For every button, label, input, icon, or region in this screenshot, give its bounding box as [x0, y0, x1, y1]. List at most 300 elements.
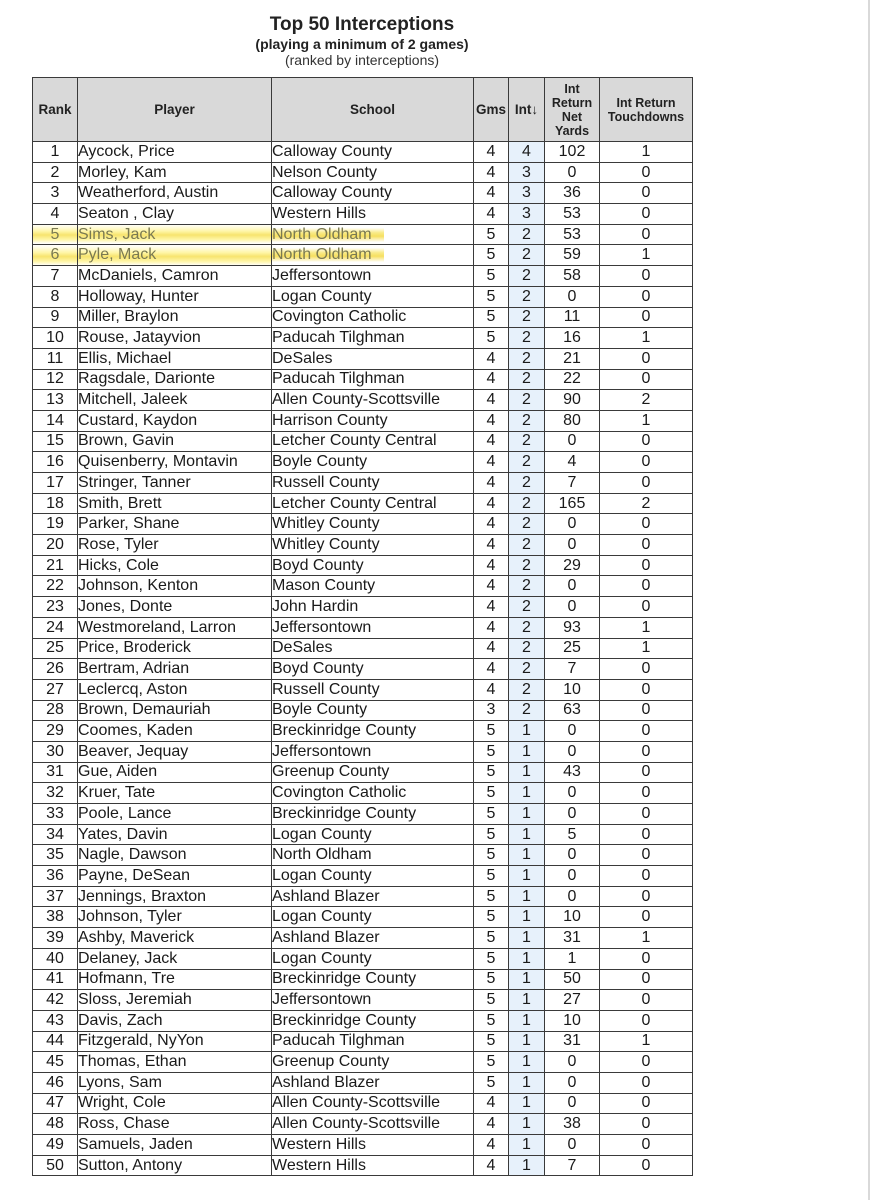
- table-row: [33, 659, 693, 680]
- games-cell: 5: [474, 907, 509, 928]
- rank-cell: 40: [33, 948, 78, 969]
- table-row: [33, 390, 693, 411]
- return-touchdowns-cell: 0: [600, 452, 693, 473]
- return-yards-cell: 63: [545, 700, 600, 721]
- table-row: [33, 452, 693, 473]
- return-touchdowns-cell: 1: [600, 638, 693, 659]
- interceptions-cell: 2: [509, 452, 545, 473]
- rank-cell: 45: [33, 1052, 78, 1073]
- player-name-cell: Price, Broderick: [78, 638, 272, 659]
- games-cell: 4: [474, 410, 509, 431]
- school-cell: Calloway County: [272, 183, 474, 204]
- school-cell: Boyle County: [272, 700, 474, 721]
- table-row: [33, 990, 693, 1011]
- school-cell: [272, 224, 474, 245]
- rank-cell: 37: [33, 886, 78, 907]
- rank-cell: 11: [33, 348, 78, 369]
- rank-cell: 18: [33, 493, 78, 514]
- table-row: [33, 783, 693, 804]
- school-cell: Logan County: [272, 907, 474, 928]
- return-yards-cell: 22: [545, 369, 600, 390]
- table-row: [33, 928, 693, 949]
- interceptions-cell: 2: [509, 286, 545, 307]
- return-touchdowns-cell: 0: [600, 514, 693, 535]
- interceptions-cell: 1: [509, 866, 545, 887]
- rank-cell: 33: [33, 804, 78, 825]
- school-cell: Whitley County: [272, 535, 474, 556]
- school-cell: Boyle County: [272, 452, 474, 473]
- games-cell: 5: [474, 824, 509, 845]
- games-column-header[interactable]: Gms: [474, 78, 509, 142]
- school-cell: DeSales: [272, 638, 474, 659]
- interceptions-cell: 1: [509, 783, 545, 804]
- return-touchdowns-cell: 0: [600, 990, 693, 1011]
- return-touchdowns-cell: 0: [600, 659, 693, 680]
- rank-cell: 36: [33, 866, 78, 887]
- interceptions-cell: 2: [509, 617, 545, 638]
- school-cell: Breckinridge County: [272, 969, 474, 990]
- return-yards-cell: 27: [545, 990, 600, 1011]
- player-name-cell: Poole, Lance: [78, 804, 272, 825]
- interceptions-cell: 2: [509, 369, 545, 390]
- interceptions-cell: 2: [509, 328, 545, 349]
- interceptions-cell: 1: [509, 804, 545, 825]
- games-cell: 4: [474, 597, 509, 618]
- table-row: [33, 576, 693, 597]
- table-row: [33, 866, 693, 887]
- return-touchdowns-cell: 0: [600, 162, 693, 183]
- school-cell: Allen County-Scottsville: [272, 1093, 474, 1114]
- games-cell: 5: [474, 266, 509, 287]
- games-cell: 5: [474, 866, 509, 887]
- games-cell: 4: [474, 659, 509, 680]
- rank-cell: 47: [33, 1093, 78, 1114]
- return-yards-cell: 53: [545, 204, 600, 225]
- return-yards-column-header[interactable]: Int Return Net Yards: [545, 78, 600, 142]
- table-row: [33, 679, 693, 700]
- return-yards-cell: 0: [545, 804, 600, 825]
- interceptions-cell: 2: [509, 266, 545, 287]
- rank-cell: 17: [33, 473, 78, 494]
- rank-cell: 24: [33, 617, 78, 638]
- games-cell: 4: [474, 473, 509, 494]
- return-touchdowns-cell: 1: [600, 928, 693, 949]
- report-header: [32, 14, 692, 68]
- interceptions-cell: 2: [509, 224, 545, 245]
- return-touchdowns-cell: 0: [600, 886, 693, 907]
- player-name-cell: Weatherford, Austin: [78, 183, 272, 204]
- table-row: [33, 431, 693, 452]
- interceptions-cell: 3: [509, 162, 545, 183]
- return-yards-cell: 0: [545, 1135, 600, 1156]
- return-yards-cell: 25: [545, 638, 600, 659]
- player-name-cell: Seaton , Clay: [78, 204, 272, 225]
- player-name-cell: Samuels, Jaden: [78, 1135, 272, 1156]
- rank-cell: 23: [33, 597, 78, 618]
- return-yards-cell: 31: [545, 928, 600, 949]
- games-cell: 4: [474, 576, 509, 597]
- return-yards-cell: 59: [545, 245, 600, 266]
- interceptions-cell: 3: [509, 183, 545, 204]
- interceptions-cell: 2: [509, 493, 545, 514]
- player-name-cell: Hofmann, Tre: [78, 969, 272, 990]
- return-yards-cell: 58: [545, 266, 600, 287]
- games-cell: 4: [474, 1135, 509, 1156]
- table-row: [33, 245, 693, 266]
- return-touchdowns-cell: 0: [600, 204, 693, 225]
- interceptions-cell: 2: [509, 659, 545, 680]
- table-row: [33, 493, 693, 514]
- rank-cell: 35: [33, 845, 78, 866]
- return-yards-cell: 93: [545, 617, 600, 638]
- rank-cell: 39: [33, 928, 78, 949]
- school-cell: Jeffersontown: [272, 617, 474, 638]
- return-yards-cell: 4: [545, 452, 600, 473]
- player-name-cell: Brown, Gavin: [78, 431, 272, 452]
- rank-cell: 6: [33, 245, 78, 266]
- school-cell: Boyd County: [272, 555, 474, 576]
- school-cell: Covington Catholic: [272, 307, 474, 328]
- school-cell: Boyd County: [272, 659, 474, 680]
- rank-cell: 5: [33, 224, 78, 245]
- school-cell: Jeffersontown: [272, 266, 474, 287]
- table-row: [33, 824, 693, 845]
- return-touchdowns-cell: 0: [600, 183, 693, 204]
- return-yards-cell: 0: [545, 514, 600, 535]
- interceptions-cell: 2: [509, 576, 545, 597]
- games-cell: 5: [474, 762, 509, 783]
- school-cell: Ashland Blazer: [272, 928, 474, 949]
- games-cell: 4: [474, 431, 509, 452]
- table-row: [33, 348, 693, 369]
- return-yards-cell: 0: [545, 162, 600, 183]
- interceptions-cell: 4: [509, 142, 545, 163]
- rank-cell: 14: [33, 410, 78, 431]
- interceptions-cell: 1: [509, 1010, 545, 1031]
- rank-cell: 10: [33, 328, 78, 349]
- return-touchdowns-cell: 1: [600, 142, 693, 163]
- return-touchdowns-cell: 0: [600, 1155, 693, 1176]
- player-name-cell: Gue, Aiden: [78, 762, 272, 783]
- player-name-cell: Sutton, Antony: [78, 1155, 272, 1176]
- school-cell: Breckinridge County: [272, 804, 474, 825]
- table-row: [33, 1052, 693, 1073]
- interceptions-column-header[interactable]: [509, 78, 545, 142]
- games-cell: 4: [474, 369, 509, 390]
- return-yards-cell: 10: [545, 1010, 600, 1031]
- rank-cell: 15: [33, 431, 78, 452]
- games-cell: 5: [474, 224, 509, 245]
- games-cell: 4: [474, 1114, 509, 1135]
- interceptions-cell: 1: [509, 1052, 545, 1073]
- rank-cell: 41: [33, 969, 78, 990]
- interceptions-cell: 2: [509, 514, 545, 535]
- interceptions-cell: 1: [509, 948, 545, 969]
- school-cell: Covington Catholic: [272, 783, 474, 804]
- rank-cell: 8: [33, 286, 78, 307]
- interceptions-cell: 1: [509, 824, 545, 845]
- player-name-cell: Davis, Zach: [78, 1010, 272, 1031]
- return-yards-cell: 7: [545, 659, 600, 680]
- games-cell: 5: [474, 741, 509, 762]
- games-cell: 4: [474, 142, 509, 163]
- return-touchdowns-column-header[interactable]: Int Return Touchdowns: [600, 78, 693, 142]
- player-name-cell: Beaver, Jequay: [78, 741, 272, 762]
- school-cell: DeSales: [272, 348, 474, 369]
- player-name-cell: Rose, Tyler: [78, 535, 272, 556]
- table-row: [33, 286, 693, 307]
- school-cell: Mason County: [272, 576, 474, 597]
- games-cell: 4: [474, 555, 509, 576]
- games-cell: 5: [474, 721, 509, 742]
- highlighted-school-text: North Oldham: [272, 246, 384, 263]
- games-cell: 4: [474, 183, 509, 204]
- player-name-cell: Custard, Kaydon: [78, 410, 272, 431]
- games-cell: 4: [474, 638, 509, 659]
- return-yards-cell: 90: [545, 390, 600, 411]
- return-touchdowns-cell: 0: [600, 369, 693, 390]
- return-touchdowns-cell: 0: [600, 1072, 693, 1093]
- games-cell: 5: [474, 990, 509, 1011]
- player-name-cell: Coomes, Kaden: [78, 721, 272, 742]
- interceptions-cell: 2: [509, 410, 545, 431]
- school-column-header[interactable]: School: [272, 78, 474, 142]
- rank-cell: 4: [33, 204, 78, 225]
- school-cell: Greenup County: [272, 762, 474, 783]
- return-touchdowns-cell: 0: [600, 555, 693, 576]
- rank-cell: 27: [33, 679, 78, 700]
- return-yards-cell: 5: [545, 824, 600, 845]
- player-name-cell: Ragsdale, Darionte: [78, 369, 272, 390]
- rank-cell: 30: [33, 741, 78, 762]
- rank-cell: 31: [33, 762, 78, 783]
- rank-cell: 12: [33, 369, 78, 390]
- table-row: [33, 700, 693, 721]
- interceptions-cell: 2: [509, 679, 545, 700]
- interceptions-cell: 1: [509, 721, 545, 742]
- table-row: [33, 721, 693, 742]
- games-cell: 5: [474, 845, 509, 866]
- interceptions-cell: 1: [509, 886, 545, 907]
- interceptions-cell: 2: [509, 597, 545, 618]
- return-yards-cell: 0: [545, 535, 600, 556]
- player-name-cell: Nagle, Dawson: [78, 845, 272, 866]
- games-cell: 4: [474, 535, 509, 556]
- player-name-cell: Yates, Davin: [78, 824, 272, 845]
- return-yards-cell: 0: [545, 886, 600, 907]
- school-cell: Letcher County Central: [272, 431, 474, 452]
- games-cell: 4: [474, 617, 509, 638]
- interceptions-cell: 1: [509, 928, 545, 949]
- return-touchdowns-cell: 0: [600, 1010, 693, 1031]
- return-yards-cell: 1: [545, 948, 600, 969]
- return-yards-cell: 36: [545, 183, 600, 204]
- games-cell: 5: [474, 886, 509, 907]
- return-yards-cell: 0: [545, 721, 600, 742]
- rank-cell: 50: [33, 1155, 78, 1176]
- player-name-cell: Johnson, Kenton: [78, 576, 272, 597]
- games-cell: 5: [474, 1072, 509, 1093]
- school-cell: Ashland Blazer: [272, 1072, 474, 1093]
- return-touchdowns-cell: 0: [600, 597, 693, 618]
- school-cell: Russell County: [272, 473, 474, 494]
- interceptions-cell: 1: [509, 969, 545, 990]
- table-row: [33, 410, 693, 431]
- player-name-cell: Ashby, Maverick: [78, 928, 272, 949]
- table-body: [33, 142, 693, 1176]
- games-cell: 5: [474, 969, 509, 990]
- return-yards-cell: 10: [545, 907, 600, 928]
- player-column-header[interactable]: Player: [78, 78, 272, 142]
- school-cell: Jeffersontown: [272, 741, 474, 762]
- interceptions-cell: 2: [509, 307, 545, 328]
- interceptions-cell: 2: [509, 473, 545, 494]
- games-cell: 5: [474, 286, 509, 307]
- player-name-cell: Lyons, Sam: [78, 1072, 272, 1093]
- table-row: [33, 597, 693, 618]
- return-yards-cell: 0: [545, 783, 600, 804]
- table-row: [33, 183, 693, 204]
- rank-cell: 9: [33, 307, 78, 328]
- return-yards-cell: 0: [545, 845, 600, 866]
- table-row: [33, 845, 693, 866]
- interceptions-cell: 1: [509, 762, 545, 783]
- return-touchdowns-cell: 0: [600, 721, 693, 742]
- player-name-cell: Smith, Brett: [78, 493, 272, 514]
- interceptions-cell: 1: [509, 907, 545, 928]
- table-row: [33, 804, 693, 825]
- table-row: [33, 1114, 693, 1135]
- school-cell: Russell County: [272, 679, 474, 700]
- return-touchdowns-cell: 0: [600, 1114, 693, 1135]
- games-cell: 4: [474, 390, 509, 411]
- school-cell: Harrison County: [272, 410, 474, 431]
- player-name-cell: Bertram, Adrian: [78, 659, 272, 680]
- table-row: [33, 1093, 693, 1114]
- return-yards-cell: 50: [545, 969, 600, 990]
- school-cell: Jeffersontown: [272, 990, 474, 1011]
- player-name-cell: Westmoreland, Larron: [78, 617, 272, 638]
- interceptions-cell: 1: [509, 1072, 545, 1093]
- rank-cell: 49: [33, 1135, 78, 1156]
- games-cell: 4: [474, 679, 509, 700]
- rank-column-header[interactable]: Rank: [33, 78, 78, 142]
- interceptions-cell: 1: [509, 1093, 545, 1114]
- return-touchdowns-cell: 1: [600, 410, 693, 431]
- player-name-cell: Miller, Braylon: [78, 307, 272, 328]
- player-name-cell: Delaney, Jack: [78, 948, 272, 969]
- rank-cell: 48: [33, 1114, 78, 1135]
- return-yards-cell: 31: [545, 1031, 600, 1052]
- school-cell: Ashland Blazer: [272, 886, 474, 907]
- rank-cell: 32: [33, 783, 78, 804]
- return-touchdowns-cell: 0: [600, 783, 693, 804]
- return-touchdowns-cell: 0: [600, 431, 693, 452]
- player-name-cell: Holloway, Hunter: [78, 286, 272, 307]
- return-yards-cell: 10: [545, 679, 600, 700]
- table-row: [33, 142, 693, 163]
- school-cell: [272, 245, 474, 266]
- table-row: [33, 741, 693, 762]
- table-row: [33, 1072, 693, 1093]
- player-name-cell: Stringer, Tanner: [78, 473, 272, 494]
- player-name-cell: Parker, Shane: [78, 514, 272, 535]
- return-touchdowns-cell: 0: [600, 948, 693, 969]
- games-cell: 4: [474, 452, 509, 473]
- player-name-cell: Thomas, Ethan: [78, 1052, 272, 1073]
- school-cell: Logan County: [272, 824, 474, 845]
- return-yards-cell: 0: [545, 1072, 600, 1093]
- rank-cell: 43: [33, 1010, 78, 1031]
- player-name-cell: Ross, Chase: [78, 1114, 272, 1135]
- games-cell: 4: [474, 348, 509, 369]
- games-cell: 5: [474, 245, 509, 266]
- player-name-cell: Hicks, Cole: [78, 555, 272, 576]
- table-row: [33, 307, 693, 328]
- return-yards-cell: 80: [545, 410, 600, 431]
- interceptions-cell: 2: [509, 638, 545, 659]
- return-touchdowns-cell: 2: [600, 493, 693, 514]
- return-touchdowns-cell: 0: [600, 907, 693, 928]
- interceptions-column-label: Int: [514, 102, 532, 117]
- interceptions-cell: 2: [509, 555, 545, 576]
- table-row: [33, 762, 693, 783]
- player-name-cell: Sloss, Jeremiah: [78, 990, 272, 1011]
- table-row: [33, 969, 693, 990]
- player-name-cell: Sims, Jack: [78, 224, 272, 245]
- school-cell: Allen County-Scottsville: [272, 390, 474, 411]
- player-name-cell: Quisenberry, Montavin: [78, 452, 272, 473]
- rank-cell: 29: [33, 721, 78, 742]
- return-yards-cell: 11: [545, 307, 600, 328]
- games-cell: 4: [474, 1093, 509, 1114]
- return-yards-cell: 165: [545, 493, 600, 514]
- rank-cell: 42: [33, 990, 78, 1011]
- return-touchdowns-cell: 0: [600, 1093, 693, 1114]
- return-yards-cell: 0: [545, 431, 600, 452]
- return-yards-cell: 53: [545, 224, 600, 245]
- player-name-cell: Pyle, Mack: [78, 245, 272, 266]
- return-yards-cell: 0: [545, 286, 600, 307]
- school-cell: Western Hills: [272, 204, 474, 225]
- return-touchdowns-cell: 1: [600, 617, 693, 638]
- rank-cell: 19: [33, 514, 78, 535]
- interceptions-cell: 2: [509, 245, 545, 266]
- school-cell: Allen County-Scottsville: [272, 1114, 474, 1135]
- page-edge: [868, 0, 870, 1200]
- player-name-cell: Jennings, Braxton: [78, 886, 272, 907]
- interceptions-cell: 1: [509, 1155, 545, 1176]
- games-cell: 4: [474, 514, 509, 535]
- player-name-cell: Fitzgerald, NyYon: [78, 1031, 272, 1052]
- school-cell: Logan County: [272, 866, 474, 887]
- interceptions-cell: 2: [509, 431, 545, 452]
- table-row: [33, 1010, 693, 1031]
- player-name-cell: Morley, Kam: [78, 162, 272, 183]
- return-touchdowns-cell: 0: [600, 824, 693, 845]
- school-cell: John Hardin: [272, 597, 474, 618]
- games-cell: 5: [474, 948, 509, 969]
- ranking-note: (ranked by interceptions): [284, 52, 440, 68]
- games-cell: 5: [474, 783, 509, 804]
- rank-cell: 16: [33, 452, 78, 473]
- rank-cell: 7: [33, 266, 78, 287]
- table-header-row: [33, 78, 693, 142]
- school-cell: Paducah Tilghman: [272, 369, 474, 390]
- table-row: [33, 948, 693, 969]
- return-touchdowns-cell: 0: [600, 348, 693, 369]
- school-cell: Western Hills: [272, 1135, 474, 1156]
